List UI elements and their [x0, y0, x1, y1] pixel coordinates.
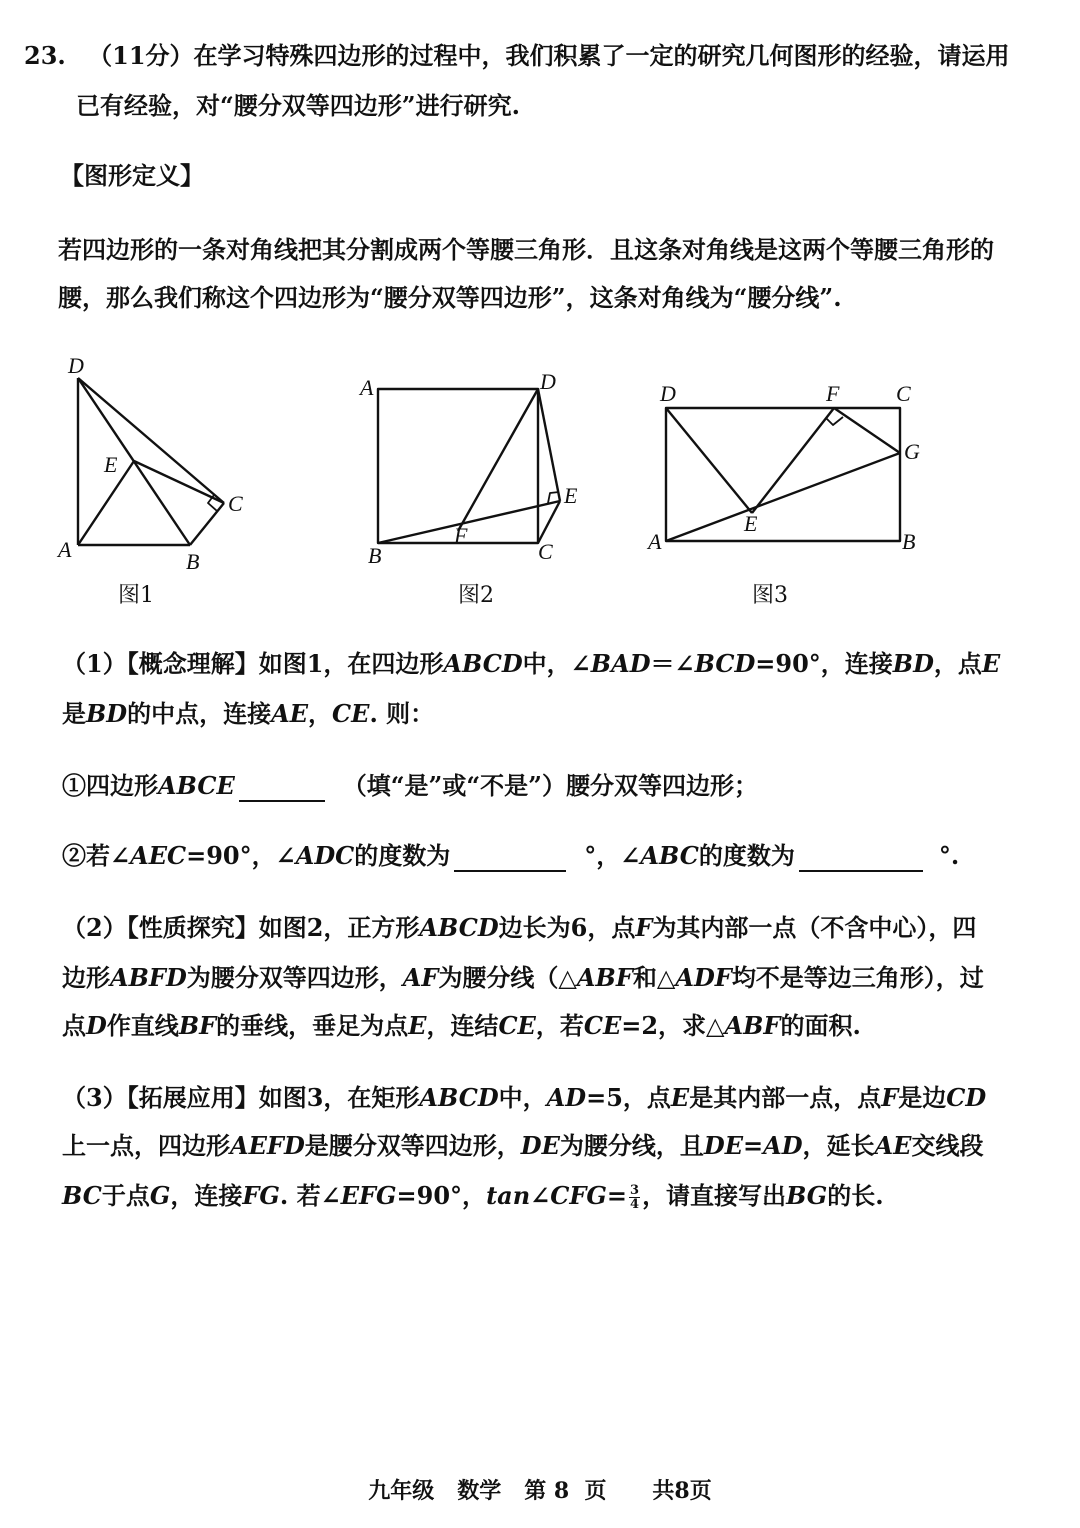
fig1-segment-dc: [78, 378, 224, 503]
page-footer: 九年级 数学 第 8 页 共8页: [368, 1478, 712, 1504]
question-intro-line-1: [24, 40, 1010, 72]
figure-3-caption: 图3: [752, 583, 788, 608]
question-number: 23.: [24, 41, 66, 70]
fig3-segment-ag: [666, 453, 900, 541]
definition-line-2: 腰，那么我们称这个四边形为“腰分双等四边形”，这条对角线为“腰分线”.: [58, 283, 842, 312]
fig1-label-e: E: [104, 452, 118, 477]
fig2-label-e: E: [564, 483, 578, 508]
fig1-segment-bc: [190, 503, 224, 545]
fig2-label-f: F: [454, 523, 468, 548]
part2-line-3: 点D作直线BF的垂线，垂足为点E，连结CE，若CE=2，求△ABF的面积.: [62, 1011, 861, 1040]
fig3-right-angle-f: [826, 417, 843, 425]
fig3-label-a: A: [648, 529, 662, 554]
part3-line-3: BC于点G，连接FG. 若∠EFG=90°，tan∠CFG= $\frac{3}{4}$ ，请直接写出BG的长.: [62, 1181, 884, 1212]
part1-question-2: ②若∠AEC=90°，∠ADC的度数为 °，∠ABC的度数为 °.: [62, 841, 960, 870]
part3-line-2: 上一点，四边形AEFD是腰分双等四边形，DE为腰分线，且DE=AD，延长AE交线段: [62, 1131, 984, 1160]
fig2-label-b: B: [368, 543, 382, 568]
fig3-label-g: G: [904, 439, 920, 464]
fig3-segment-fg: [834, 408, 900, 453]
fig1-label-a: A: [58, 537, 72, 562]
fig2-label-c: C: [538, 539, 553, 564]
answer-blank-2[interactable]: [454, 844, 566, 872]
fig2-segment-de: [538, 389, 560, 501]
figure-1-geometry: [78, 378, 224, 545]
fig3-segment-ef: [752, 408, 834, 513]
definition-line-1: 若四边形的一条对角线把其分割成两个等腰三角形．且这条对角线是这两个等腰三角形的: [58, 235, 994, 264]
definition-heading: 【图形定义】: [60, 161, 204, 190]
question-intro-text-1: （11分）在学习特殊四边形的过程中，我们积累了一定的研究几何图形的经验，请运用: [88, 41, 1010, 70]
fig3-label-f: F: [826, 381, 840, 406]
fig3-label-b: B: [902, 529, 916, 554]
part2-line-2: 边形ABFD为腰分双等四边形，AF为腰分线（△ABF和△ADF均不是等边三角形），过: [62, 963, 984, 992]
part1-line-1: （1）【概念理解】如图1，在四边形ABCD中，∠BAD＝∠BCD=90°，连接BD，点E: [62, 649, 1001, 678]
fig1-label-b: B: [186, 549, 200, 574]
figure-1-caption: 图1: [118, 583, 154, 608]
fig2-label-d: D: [540, 369, 556, 394]
figures-svg: [0, 345, 1080, 605]
part1-question-1: ①四边形ABCE （填“是”或“不是”）腰分双等四边形；: [62, 771, 758, 800]
fig2-square: [378, 389, 538, 543]
figure-2-caption: 图2: [458, 583, 494, 608]
figure-3-geometry: [666, 408, 900, 541]
fig3-label-d: D: [660, 381, 676, 406]
part2-line-1: （2）【性质探究】如图2，正方形ABCD边长为6，点F为其内部一点（不含中心），四: [62, 913, 977, 942]
fig2-segment-ce: [538, 501, 560, 543]
fraction-three-quarters: $\frac{3}{4}$: [630, 1183, 640, 1212]
fig3-label-c: C: [896, 381, 911, 406]
fig3-label-e: E: [744, 511, 758, 536]
fig1-label-d: D: [68, 353, 84, 378]
part3-line-1: （3）【拓展应用】如图3，在矩形ABCD中，AD=5，点E是其内部一点，点F是边CD: [62, 1083, 987, 1112]
question-intro-line-2: 已有经验，对“腰分双等四边形”进行研究.: [76, 91, 520, 120]
figure-2-geometry: [378, 389, 560, 543]
part1-line-2: 是BD的中点，连接AE，CE. 则：: [62, 699, 435, 728]
fig2-segment-be: [378, 501, 560, 543]
answer-blank-1[interactable]: [239, 774, 325, 802]
fig1-label-c: C: [228, 491, 243, 516]
fig3-segment-de: [666, 408, 752, 513]
answer-blank-3[interactable]: [799, 844, 923, 872]
fig2-label-a: A: [360, 375, 374, 400]
